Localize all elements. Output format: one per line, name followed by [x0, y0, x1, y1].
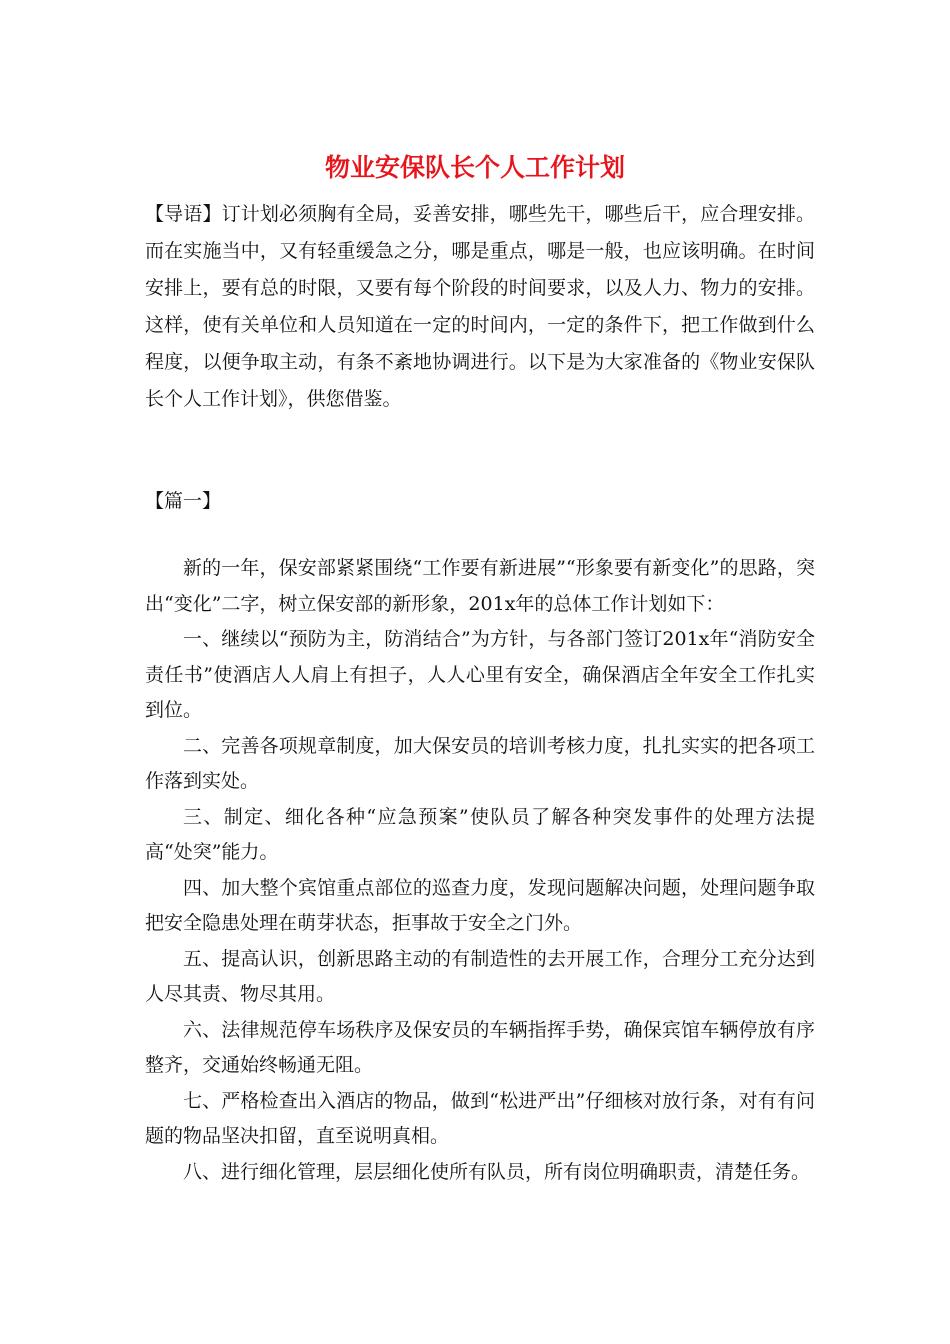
body-paragraph: 三、制定、细化各种“应急预案”使队员了解各种突发事件的处理方法提高“处突”能力。: [145, 805, 815, 863]
section-label: 【篇一】: [145, 490, 222, 512]
intro-paragraph: 【导语】订计划必须胸有全局，妥善安排，哪些先干，哪些后干，应合理安排。而在实施当中，又有轻重缓急之分，哪是重点，哪是一般，也应该明确。在时间安排上，要有总的时限，又要有每个阶段的时间要求，以及人力、物力的安排。这样，使有关单位和人员知道在一定的时间内，一定的条件下，把工作做到什么程度，以便争取主动，有条不紊地协调进行。以下是为大家准备的《物业安保队长个人工作计划》，供您借鉴。: [145, 203, 815, 410]
body-paragraph: 七、严格检查出入酒店的物品，做到“松进严出”仔细核对放行条，对有有问题的物品坚决扣留，直至说明真相。: [145, 1089, 815, 1147]
body-paragraph: 二、完善各项规章制度，加大保安员的培训考核力度，扎扎实实的把各项工作落到实处。: [145, 734, 815, 792]
document-body: [145, 551, 815, 1190]
body-paragraph: 新的一年，保安部紧紧围绕“工作要有新进展”“形象要有新变化”的思路，突出“变化”二字，树立保安部的新形象，201x年的总体工作计划如下：: [145, 557, 815, 615]
body-paragraph: 八、进行细化管理，层层细化使所有队员，所有岗位明确职责，清楚任务。: [183, 1160, 811, 1183]
body-paragraph: 一、继续以“预防为主，防消结合”为方针，与各部门签订201x年“消防安全责任书”使酒店人人肩上有担子，人人心里有安全，确保酒店全年安全工作扎实到位。: [145, 628, 815, 721]
body-paragraph: 五、提高认识，创新思路主动的有制造性的去开展工作，合理分工充分达到人尽其责、物尽其用。: [145, 947, 815, 1005]
body-paragraph: 四、加大整个宾馆重点部位的巡查力度，发现问题解决问题，处理问题争取把安全隐患处理在萌芽状态，拒事故于安全之门外。: [145, 876, 815, 934]
document-title: 物业安保队长个人工作计划: [324, 153, 625, 182]
body-paragraph: 六、法律规范停车场秩序及保安员的车辆指挥手势，确保宾馆车辆停放有序整齐，交通始终畅通无阻。: [145, 1018, 815, 1076]
